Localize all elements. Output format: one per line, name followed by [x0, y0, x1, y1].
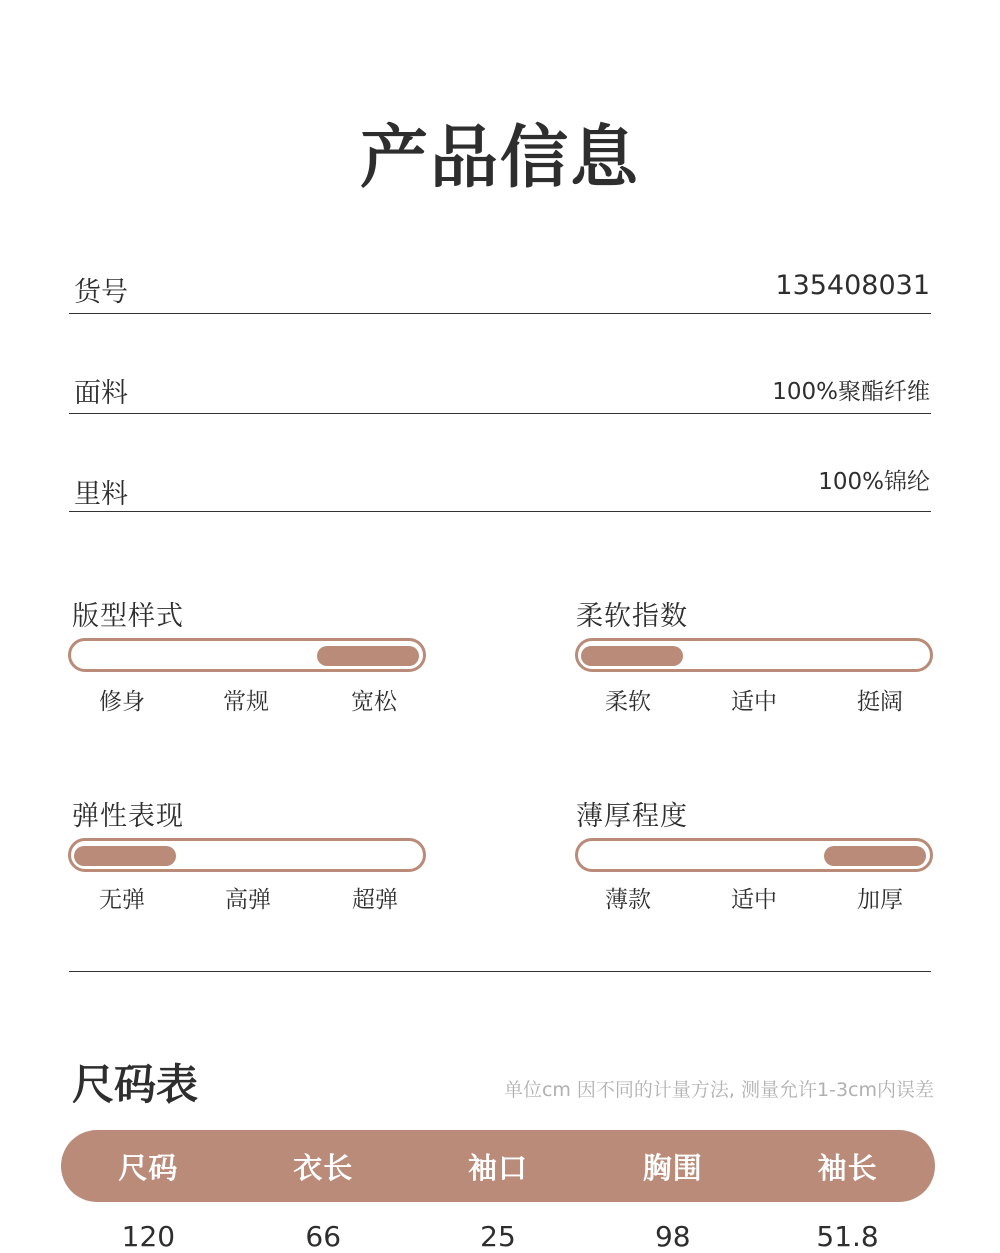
- column-header-cuff: 袖口: [467, 1150, 528, 1185]
- softness-option-stiff: 挺阔: [857, 689, 903, 715]
- divider: [69, 511, 931, 512]
- page-title: 产品信息: [359, 119, 640, 198]
- thickness-title: 薄厚程度: [576, 801, 688, 832]
- table-cell: 51.8: [816, 1220, 879, 1253]
- info-label-lining: 里料: [74, 479, 128, 510]
- softness-bar: [575, 638, 933, 672]
- info-label-item-number: 货号: [74, 277, 128, 308]
- info-label-fabric: 面料: [74, 378, 128, 409]
- fit-option-regular: 常规: [223, 689, 269, 715]
- column-header-sleeve: 袖长: [817, 1150, 878, 1185]
- table-cell: 98: [654, 1220, 691, 1253]
- elasticity-bar: [68, 838, 426, 872]
- fit-style-bar: [68, 638, 426, 672]
- thickness-option-thick: 加厚: [857, 887, 903, 913]
- thickness-bar: [575, 838, 933, 872]
- softness-option-soft: 柔软: [605, 689, 651, 715]
- column-header-length: 衣长: [293, 1150, 354, 1185]
- size-chart-header: [61, 1130, 935, 1202]
- thickness-option-medium: 适中: [731, 887, 777, 913]
- info-value-lining: 100%锦纶: [818, 469, 930, 495]
- column-header-size: 尺码: [118, 1150, 179, 1185]
- softness-option-medium: 适中: [731, 689, 777, 715]
- table-row: [61, 1220, 935, 1253]
- size-chart-note: 单位cm 因不同的计量方法, 测量允许1-3cm内误差: [503, 1079, 934, 1101]
- fit-style-indicator: [317, 646, 419, 666]
- elasticity-option-super: 超弹: [352, 887, 398, 913]
- elasticity-option-high: 高弹: [225, 887, 271, 913]
- column-header-chest: 胸围: [642, 1150, 703, 1185]
- elasticity-title: 弹性表现: [72, 801, 184, 832]
- divider: [69, 413, 931, 414]
- fit-option-loose: 宽松: [351, 689, 397, 715]
- table-cell: 120: [121, 1220, 176, 1253]
- elasticity-indicator: [74, 846, 176, 866]
- info-value-fabric: 100%聚酯纤维: [772, 379, 930, 405]
- info-value-item-number: 135408031: [775, 270, 930, 301]
- size-chart-title: 尺码表: [72, 1060, 199, 1109]
- thickness-option-thin: 薄款: [605, 887, 651, 913]
- table-cell: 25: [480, 1220, 516, 1253]
- softness-title: 柔软指数: [576, 601, 688, 632]
- fit-style-title: 版型样式: [72, 601, 184, 632]
- thickness-indicator: [824, 846, 926, 866]
- elasticity-option-none: 无弹: [99, 887, 145, 913]
- fit-option-slim: 修身: [99, 689, 145, 715]
- softness-indicator: [581, 646, 683, 666]
- table-cell: 66: [305, 1220, 342, 1253]
- divider: [69, 971, 931, 972]
- divider: [69, 313, 931, 314]
